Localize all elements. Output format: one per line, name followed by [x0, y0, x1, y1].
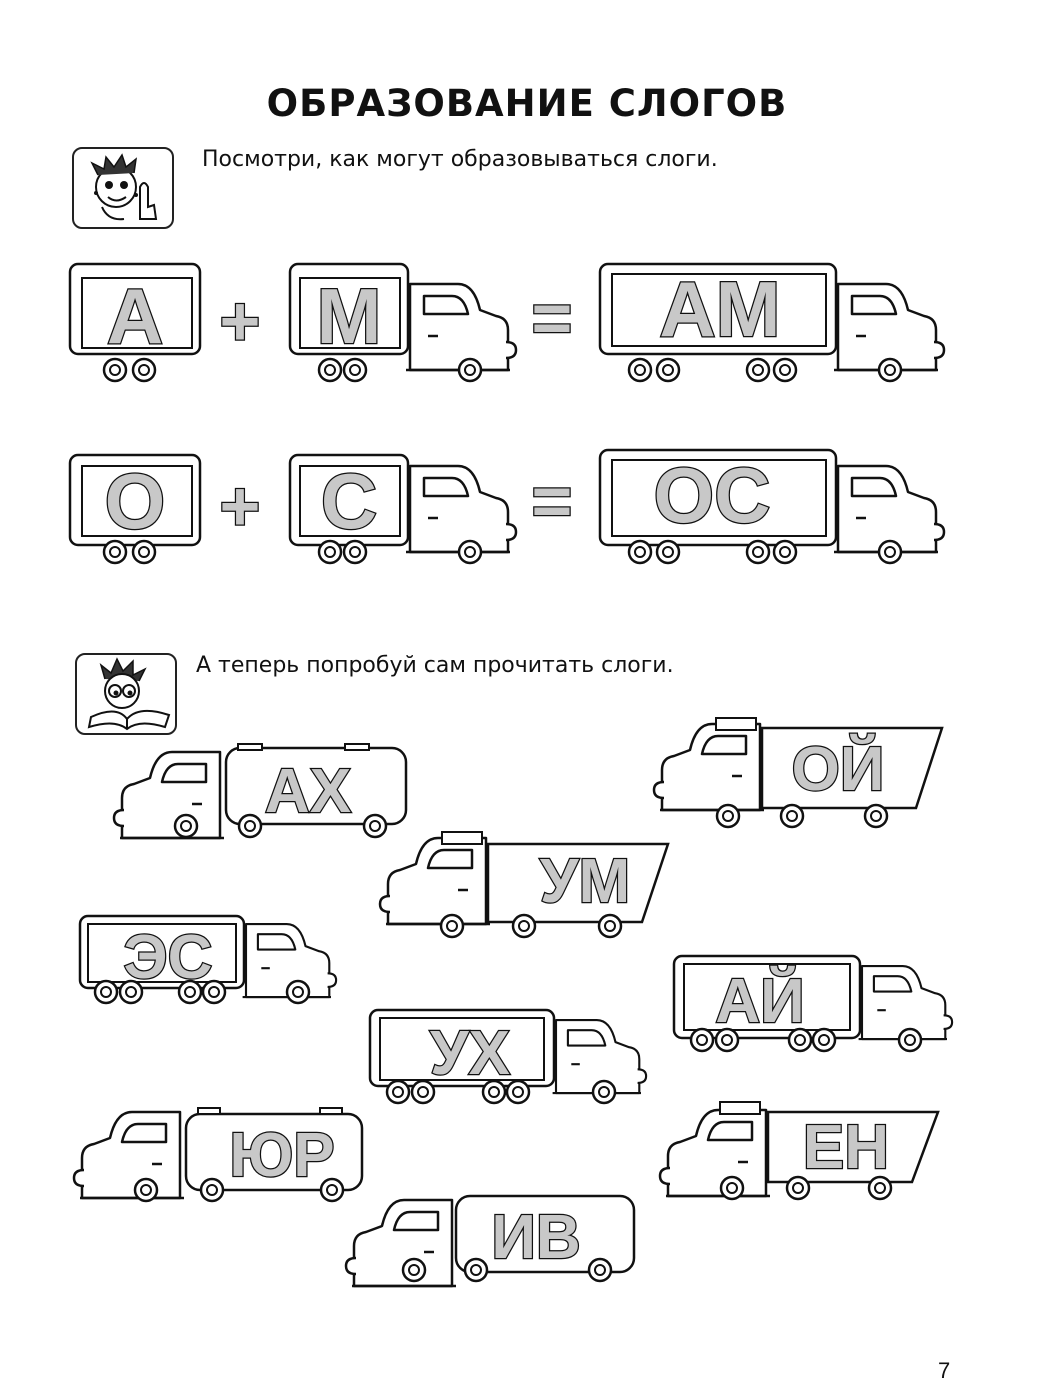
equals-sign-1: =	[531, 279, 573, 357]
syllable-en: ЕН	[802, 1113, 890, 1182]
syllable-m: М	[316, 272, 382, 360]
page-title: ОБРАЗОВАНИЕ СЛОГОВ	[266, 82, 788, 125]
truck-m	[290, 264, 516, 381]
syllable-os: ОС	[653, 451, 771, 539]
truck-yur	[74, 1108, 362, 1201]
syllable-ah: АХ	[264, 757, 352, 826]
truck-s	[290, 455, 516, 563]
syllable-ay: АЙ	[715, 967, 805, 1036]
syllable-oy: ОЙ	[791, 735, 885, 804]
syllable-es: ЭС	[123, 923, 213, 992]
truck-ay	[674, 956, 952, 1051]
truck-es	[80, 916, 336, 1003]
trailer-left-1	[70, 264, 200, 381]
equation-row-1	[70, 264, 944, 381]
truck-um	[380, 832, 668, 937]
syllable-s: С	[320, 457, 378, 545]
equation-row-2	[70, 450, 944, 563]
syllable-am: АМ	[659, 265, 781, 353]
instruction-text-1: Посмотри, как могут образовываться слоги.	[202, 147, 718, 172]
syllable-a: А	[106, 272, 164, 360]
syllable-iv: ИВ	[491, 1203, 581, 1272]
truck-en	[660, 1102, 938, 1199]
plus-sign-1: +	[219, 282, 261, 360]
syllable-yur: ЮР	[229, 1121, 335, 1190]
truck-ukh	[370, 1010, 646, 1103]
truck-am	[600, 264, 944, 381]
trailer-left-2	[70, 455, 200, 563]
truck-ah	[114, 744, 406, 838]
page-number: 7	[938, 1358, 951, 1383]
truck-iv	[346, 1196, 634, 1286]
truck-os	[600, 450, 944, 563]
truck-oy	[654, 718, 942, 827]
equals-sign-2: =	[531, 462, 573, 540]
plus-sign-2: +	[219, 467, 261, 545]
syllable-ukh: УХ	[430, 1019, 510, 1088]
syllable-o: О	[104, 457, 166, 545]
syllable-um: УМ	[539, 847, 631, 916]
instruction-text-2: А теперь попробуй сам прочитать слоги.	[196, 653, 674, 678]
